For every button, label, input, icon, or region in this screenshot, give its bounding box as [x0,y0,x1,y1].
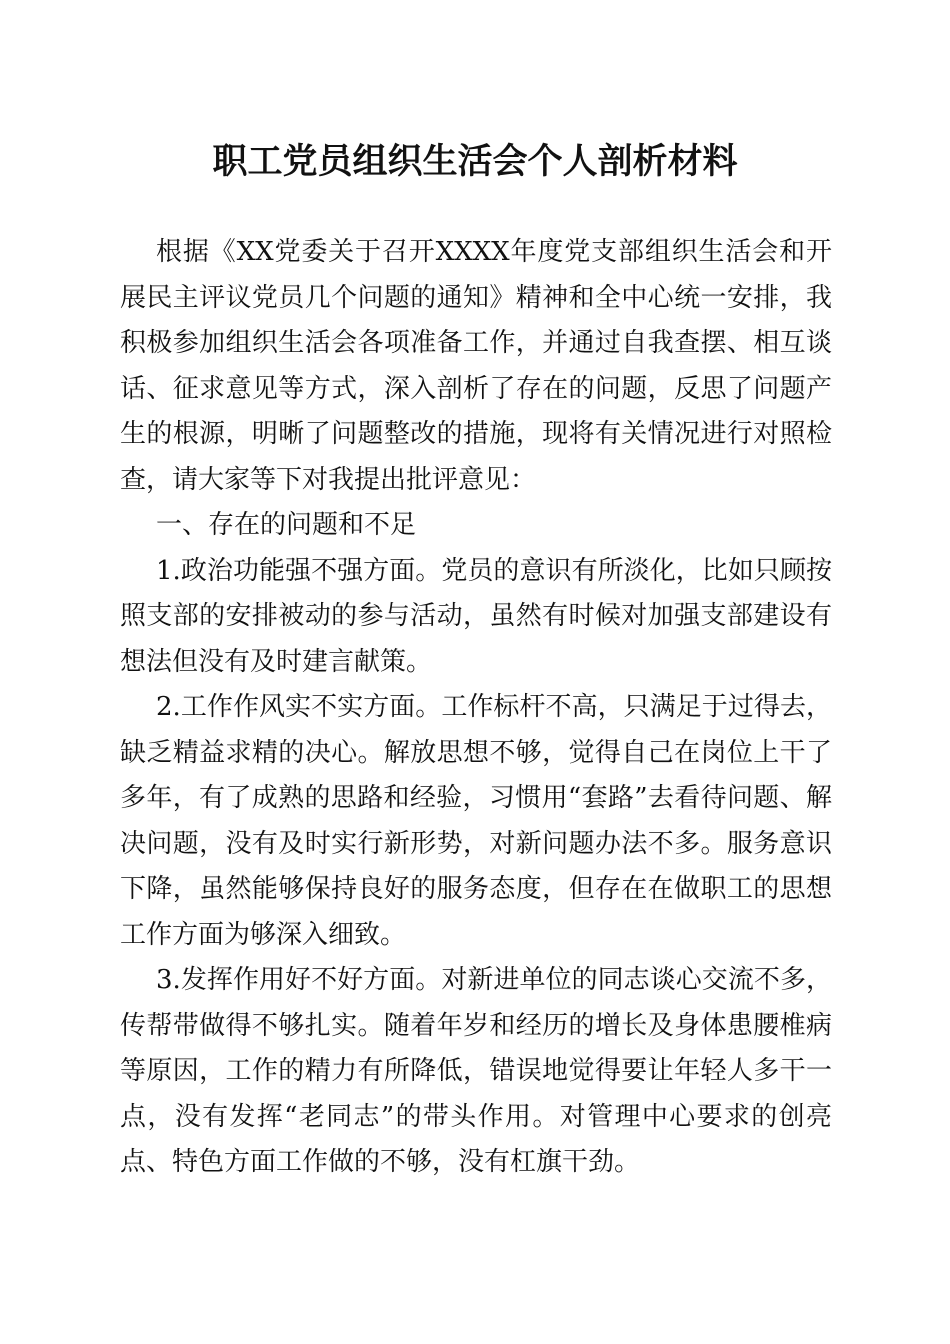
item-paragraph-1: 1.政治功能强不强方面。党员的意识有所淡化，比如只顾按照支部的安排被动的参与活动，虽然有时候对加强支部建设有想法但没有及时建言献策。 [120,555,832,677]
document-body [120,230,832,1186]
intro-paragraph: 根据《XX党委关于召开XXXX年度党支部组织生活会和开展民主评议党员几个问题的通知》精神和全中心统一安排，我积极参加组织生活会各项准备工作，并通过自我查摆、相互谈话、征求意见等方式，深入剖析了存在的问题，反思了问题产生的根源，明晰了问题整改的措施，现将有关情况进行对照检查，请大家等下对我提出批评意见： [120,237,832,495]
item-paragraph-3: 3.发挥作用好不好方面。对新进单位的同志谈心交流不多，传帮带做得不够扎实。随着年岁和经历的增长及身体患腰椎病等原因，工作的精力有所降低，错误地觉得要让年轻人多干一点，没有发挥“老同志”的带头作用。对管理中心要求的创亮点、特色方面工作做的不够，没有杠旗干劲。 [120,965,832,1177]
item-paragraph-2: 2.工作作风实不实方面。工作标杆不高，只满足于过得去，缺乏精益求精的决心。解放思想不够，觉得自己在岗位上干了多年，有了成熟的思路和经验，习惯用“套路”去看待问题、解决问题，没有及时实行新形势，对新问题办法不多。服务意识下降，虽然能够保持良好的服务态度，但存在在做职工的思想工作方面为够深入细致。 [120,692,832,950]
section-heading: 一、存在的问题和不足 [156,510,417,540]
document-title: 职工党员组织生活会个人剖析材料 [212,141,738,182]
